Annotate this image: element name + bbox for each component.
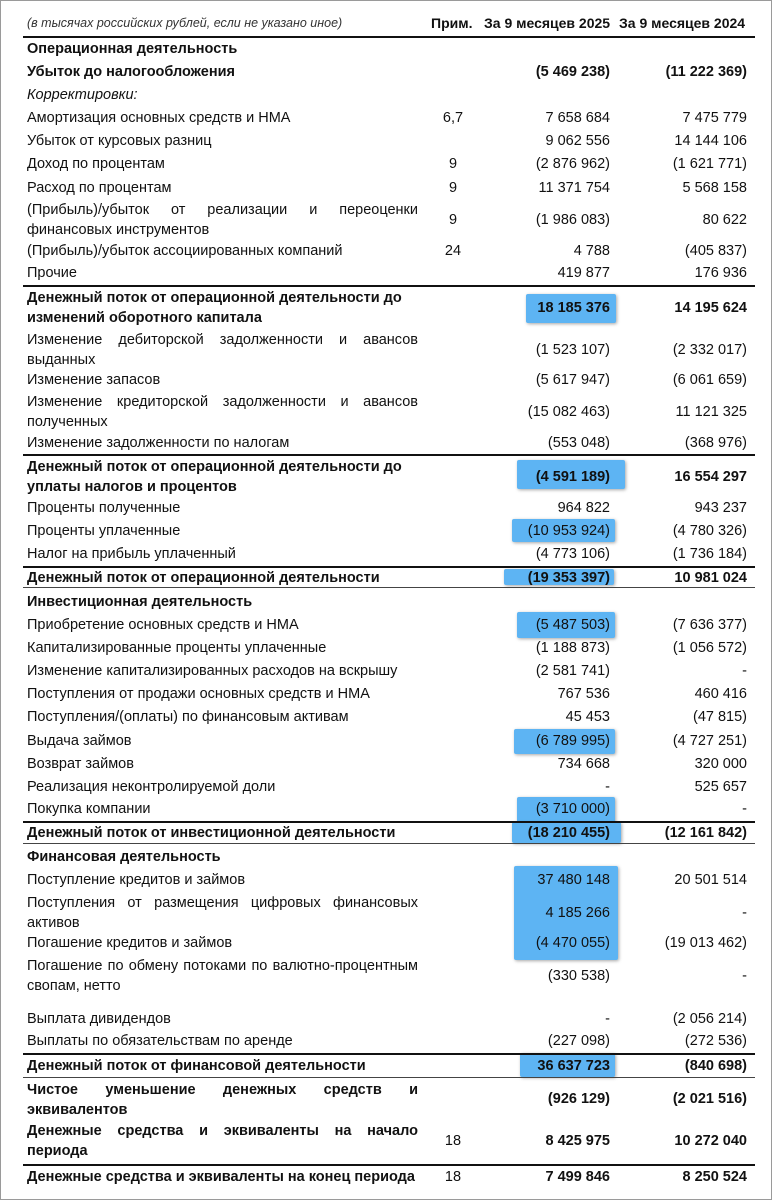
table-row [0, 330, 772, 370]
value-2025: 767 536 [557, 686, 610, 702]
table-row [0, 131, 772, 151]
value-2024: - [742, 663, 747, 679]
row-label: Изменение задолженности по налогам [27, 435, 290, 451]
table-row [0, 62, 772, 82]
table-row [0, 498, 772, 518]
table-row [0, 392, 772, 432]
value-2025: - [605, 1011, 610, 1027]
row-label: Денежный поток от операционной деятельности [27, 570, 380, 586]
row-label: Приобретение основных средств и НМА [27, 617, 299, 633]
section-header-financing [0, 847, 772, 867]
value-2025: 419 877 [557, 265, 610, 281]
value-2025: (926 129) [547, 1091, 610, 1107]
row-label: Выдача займов [27, 733, 132, 749]
value-2025: (2 876 962) [535, 156, 610, 172]
note-ref: 18 [444, 1169, 462, 1185]
column-header-2024: За 9 месяцев 2024 [619, 15, 746, 31]
value-2024: 14 144 106 [674, 133, 747, 149]
row-label: Прочие [27, 265, 77, 281]
value-2024: (6 061 659) [672, 372, 747, 388]
value-2024: (1 621 771) [672, 156, 747, 172]
row-label: Убыток до налогообложения [27, 64, 235, 80]
table-row [0, 154, 772, 174]
table-row [0, 754, 772, 774]
subtotal-row [0, 457, 772, 497]
table-row [0, 661, 772, 681]
value-2024: 460 416 [694, 686, 747, 702]
value-2024: (4 780 326) [672, 523, 747, 539]
value-2025: 734 668 [557, 756, 610, 772]
value-2025: 45 453 [565, 709, 610, 725]
value-2024: 80 622 [702, 212, 747, 228]
table-row [0, 241, 772, 261]
value-2025: (1 986 083) [535, 212, 610, 228]
value-2024: 16 554 297 [674, 469, 747, 485]
value-2025: 7 658 684 [545, 110, 610, 126]
table-row [0, 1031, 772, 1051]
row-label: Выплаты по обязательствам по аренде [27, 1033, 293, 1049]
value-2025: 9 062 556 [545, 133, 610, 149]
table-header [0, 0, 772, 30]
row-label: Поступления от размещения цифровых финансовых активов [27, 895, 418, 931]
subtotal-row [0, 1056, 772, 1076]
value-2025: (2 581 741) [535, 663, 610, 679]
section-header-operating [0, 39, 772, 59]
value-2025: (4 470 055) [535, 935, 610, 951]
value-2024: 20 501 514 [674, 872, 747, 888]
divider [23, 843, 755, 844]
total-row [0, 1121, 772, 1161]
table-row [0, 777, 772, 797]
row-label: Денежный поток от финансовой деятельности [27, 1058, 366, 1074]
row-label: Денежные средства и эквиваленты на конец периода [27, 1169, 415, 1185]
row-label: Налог на прибыль уплаченный [27, 546, 236, 562]
note-ref: 18 [444, 1133, 462, 1149]
row-label: Убыток от курсовых разниц [27, 133, 212, 149]
row-label: Погашение по обмену потоками по валютно-процентным свопам, нетто [27, 958, 418, 994]
row-label: Изменение капитализированных расходов на вскрышу [27, 663, 398, 679]
row-label: Погашение кредитов и займов [27, 935, 233, 951]
value-2024: (840 698) [684, 1058, 747, 1074]
row-label: Проценты полученные [27, 500, 181, 516]
value-2025: (15 082 463) [527, 404, 610, 420]
divider [23, 1077, 755, 1078]
value-2025: (5 617 947) [535, 372, 610, 388]
value-2024: (2 332 017) [672, 342, 747, 358]
table-row [0, 638, 772, 658]
row-label: Изменение дебиторской задолженности и авансов выданных [27, 332, 418, 368]
value-2024: 7 475 779 [682, 110, 747, 126]
value-2025: (10 953 924) [527, 523, 610, 539]
value-2025: 11 371 754 [538, 180, 610, 196]
value-2024: 10 981 024 [674, 570, 747, 586]
section-header-investing [0, 592, 772, 612]
value-2025: 37 480 148 [537, 872, 610, 888]
table-row [0, 799, 772, 819]
value-2025: (1 188 873) [535, 640, 610, 656]
value-2025: (227 098) [547, 1033, 610, 1049]
total-row [0, 1167, 772, 1187]
row-label: Расход по процентам [27, 180, 172, 196]
value-2024: 11 121 325 [675, 404, 747, 420]
row-label: Денежный поток от операционной деятельности до изменений оборотного капитала [27, 290, 402, 326]
table-row [0, 178, 772, 198]
column-header-2025: За 9 месяцев 2025 [484, 15, 611, 31]
value-2025: (1 523 107) [535, 342, 610, 358]
value-2024: 14 195 624 [674, 300, 747, 316]
divider [23, 36, 755, 38]
value-2025: 8 425 975 [545, 1133, 610, 1149]
row-label: Денежные средства и эквиваленты на начало периода [27, 1123, 418, 1159]
table-row [0, 684, 772, 704]
row-label: (Прибыль)/убыток от реализации и переоценки финансовых инструментов [27, 202, 418, 238]
value-2025: (18 210 455) [527, 825, 610, 841]
table-row [0, 707, 772, 727]
value-2025: 36 637 723 [537, 1058, 610, 1074]
row-label: Поступления от продажи основных средств и НМА [27, 686, 370, 702]
row-label: Выплата дивидендов [27, 1011, 171, 1027]
note-ref: 6,7 [442, 110, 464, 126]
row-label: Чистое уменьшение денежных средств и эквивалентов [27, 1082, 418, 1118]
value-2025: (19 353 397) [527, 570, 610, 586]
table-row [0, 370, 772, 390]
table-row [0, 731, 772, 751]
value-2025: 4 185 266 [545, 905, 610, 921]
units-caption: (в тысячах российских рублей, если не указано иное) [27, 16, 343, 30]
table-row [0, 544, 772, 564]
divider [23, 1053, 755, 1055]
value-2025: - [605, 779, 610, 795]
value-2024: - [742, 968, 747, 984]
total-row [0, 1080, 772, 1120]
row-label: Поступления/(оплаты) по финансовым активам [27, 709, 349, 725]
note-ref: 9 [448, 156, 458, 172]
value-2024: 176 936 [694, 265, 747, 281]
row-label: Реализация неконтролируемой доли [27, 779, 276, 795]
value-2025: 18 185 376 [537, 300, 610, 316]
row-label: Проценты уплаченные [27, 523, 181, 539]
value-2024: 5 568 158 [682, 180, 747, 196]
value-2024: (12 161 842) [664, 825, 747, 841]
value-2024: (47 815) [692, 709, 747, 725]
divider [23, 285, 755, 287]
value-2024: (2 056 214) [672, 1011, 747, 1027]
table-row [0, 108, 772, 128]
value-2024: (4 727 251) [672, 733, 747, 749]
divider [23, 454, 755, 456]
table-row [0, 956, 772, 996]
value-2025: (6 789 995) [535, 733, 610, 749]
table-row [0, 85, 772, 105]
note-ref: 24 [444, 243, 462, 259]
value-2024: 943 237 [694, 500, 747, 516]
value-2024: 320 000 [694, 756, 747, 772]
row-label: Корректировки: [27, 87, 138, 103]
row-label: Доход по процентам [27, 156, 165, 172]
row-label: Денежный поток от операционной деятельности до уплаты налогов и процентов [27, 459, 402, 495]
table-row [0, 870, 772, 890]
row-label: Покупка компании [27, 801, 151, 817]
table-row [0, 200, 772, 240]
row-label: Инвестиционная деятельность [27, 594, 253, 610]
value-2024: (2 021 516) [672, 1091, 747, 1107]
table-row [0, 433, 772, 453]
value-2025: 7 499 846 [545, 1169, 610, 1185]
value-2024: - [742, 801, 747, 817]
value-2025: (4 773 106) [535, 546, 610, 562]
column-header-note: Прим. [431, 15, 473, 31]
subtotal-row [0, 823, 772, 843]
table-row [0, 615, 772, 635]
value-2025: 964 822 [557, 500, 610, 516]
value-2025: (330 538) [547, 968, 610, 984]
row-label: Капитализированные проценты уплаченные [27, 640, 327, 656]
note-ref: 9 [448, 212, 458, 228]
value-2025: 4 788 [573, 243, 610, 259]
value-2024: (368 976) [684, 435, 747, 451]
value-2024: (405 837) [684, 243, 747, 259]
value-2024: (11 222 369) [665, 64, 747, 80]
value-2025: (4 591 189) [535, 469, 610, 485]
value-2024: (1 736 184) [672, 546, 747, 562]
value-2024: 525 657 [694, 779, 747, 795]
value-2025: (553 048) [547, 435, 610, 451]
row-label: (Прибыль)/убыток ассоциированных компаний [27, 243, 343, 259]
divider [23, 1164, 755, 1166]
value-2025: (3 710 000) [535, 801, 610, 817]
value-2024: 8 250 524 [682, 1169, 747, 1185]
row-label: Операционная деятельность [27, 41, 238, 57]
value-2024: 10 272 040 [674, 1133, 747, 1149]
value-2024: (7 636 377) [672, 617, 747, 633]
row-label: Денежный поток от инвестиционной деятельности [27, 825, 396, 841]
table-row [0, 893, 772, 933]
value-2024: (272 536) [684, 1033, 747, 1049]
table-row [0, 521, 772, 541]
note-ref: 9 [448, 180, 458, 196]
row-label: Амортизация основных средств и НМА [27, 110, 291, 126]
row-label: Изменение запасов [27, 372, 161, 388]
subtotal-row [0, 568, 772, 588]
value-2025: (5 469 238) [535, 64, 610, 80]
table-row [0, 263, 772, 283]
table-row [0, 1009, 772, 1029]
subtotal-row [0, 288, 772, 328]
value-2024: (19 013 462) [664, 935, 747, 951]
table-row [0, 933, 772, 953]
row-label: Изменение кредиторской задолженности и авансов полученных [27, 394, 418, 430]
row-label: Финансовая деятельность [27, 849, 221, 865]
value-2025: (5 487 503) [535, 617, 610, 633]
value-2024: - [742, 905, 747, 921]
value-2024: (1 056 572) [672, 640, 747, 656]
row-label: Возврат займов [27, 756, 134, 772]
row-label: Поступление кредитов и займов [27, 872, 246, 888]
